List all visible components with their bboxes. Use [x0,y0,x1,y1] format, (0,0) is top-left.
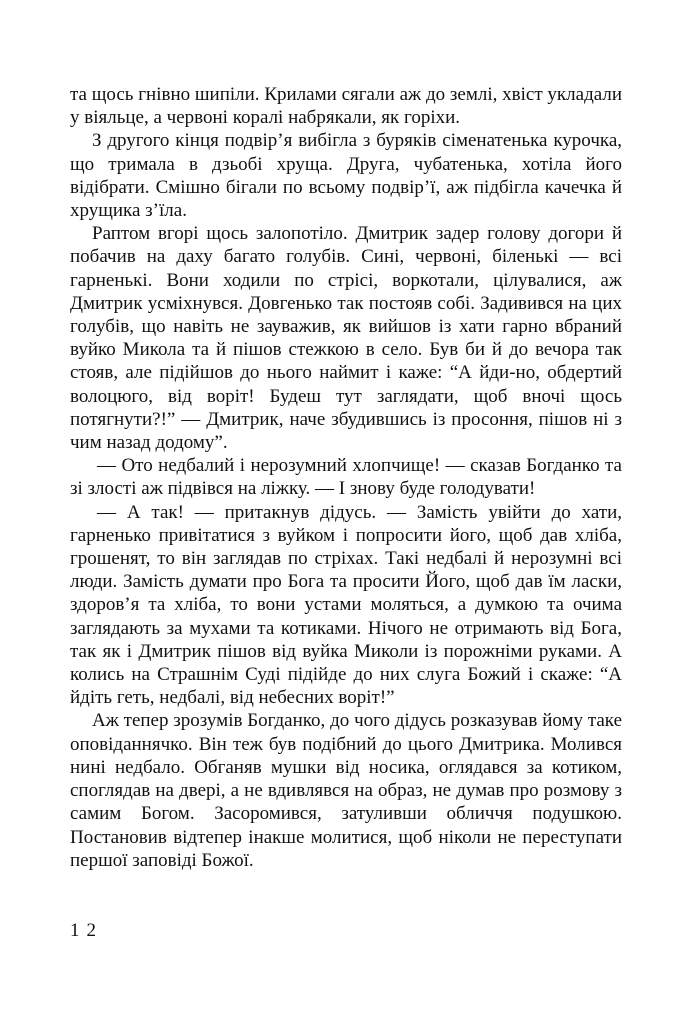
page-number: 12 [70,920,103,941]
paragraph-pigeons: Раптом вгорі щось залопотіло. Дмитрик задер голову догори й побачив на даху багато голубів. Сині, червоні, біленькі — всі гарненькі. Вони ходили по стрісі, воркотали, цілувалися, аж Дмитрик усміхнувся. Довгенько так постояв собі. Задивився на цих голубів, що навіть не зауважив, як вийшов із хати гарно вбраний вуйко Микола та й пішов стежкою в село. Був би й до вечора так стояв, але підійшов до нього наймит і каже: “А йди-но, обдертий волоцюго, від воріт! Будеш тут заглядати, щоб вночі щось потягнути?!” — Дмитрик, наче збудившись із просоння, пішов ні з чим назад додому”. [70,223,622,454]
paragraph-bohdanko-remark: — Ото недбалий і нерозумний хлопчище! — сказав Богданко та зі злості аж підвівся на ліжку. — І знову буде голодувати! [70,455,622,500]
paragraph-conclusion: Аж тепер зрозумів Богданко, до чого дідусь розказував йому таке оповіданнячко. Він теж був подібний до цього Дмитрика. Молився нині недбало. Обганяв мушки від носика, оглядався за котиком, споглядав на двері, а не вдивлявся на образ, не думав про розмову з самим Богом. Засоромився, затуливши обличчя подушкою. Постановив відтепер інакше молитися, щоб ніколи не переступати першої заповіді Божої. [70,710,622,871]
page-body [70,83,622,872]
paragraph-continuation: та щось гнівно шипіли. Крилами сягали аж до землі, хвіст укладали у віяльце, а червоні коралі набрякали, як горіхи. [70,84,622,129]
paragraph-chickens: З другого кінця подвір’я вибігла з буряків сіменатенька курочка, що тримала в дзьобі хруща. Друга, чубатенька, хотіла його відібрати. Смішно бігали по всьому подвір’ї, аж підбігла качечка й хрущика з’їла. [70,130,622,222]
paragraph-grandfather-reply: — А так! — притакнув дідусь. — Замість увійти до хати, гарненько привітатися з вуйком і попросити його, щоб дав хліба, грошенят, то він заглядав по стріхах. Такі недбалі й нерозумні всі люди. Замість думати про Бога та просити Його, щоб дав їм ласки, здоров’я та хліба, то вони устами моляться, а думкою та очима заглядають за мухами та котиками. Нічого не отримають від Бога, так як і Дмитрик пішов від вуйка Миколи із порожніми руками. А колись на Страшнім Суді підійде до них слуга Божий і скаже: “А йдіть геть, недбалі, від небесних воріт!” [70,501,622,709]
